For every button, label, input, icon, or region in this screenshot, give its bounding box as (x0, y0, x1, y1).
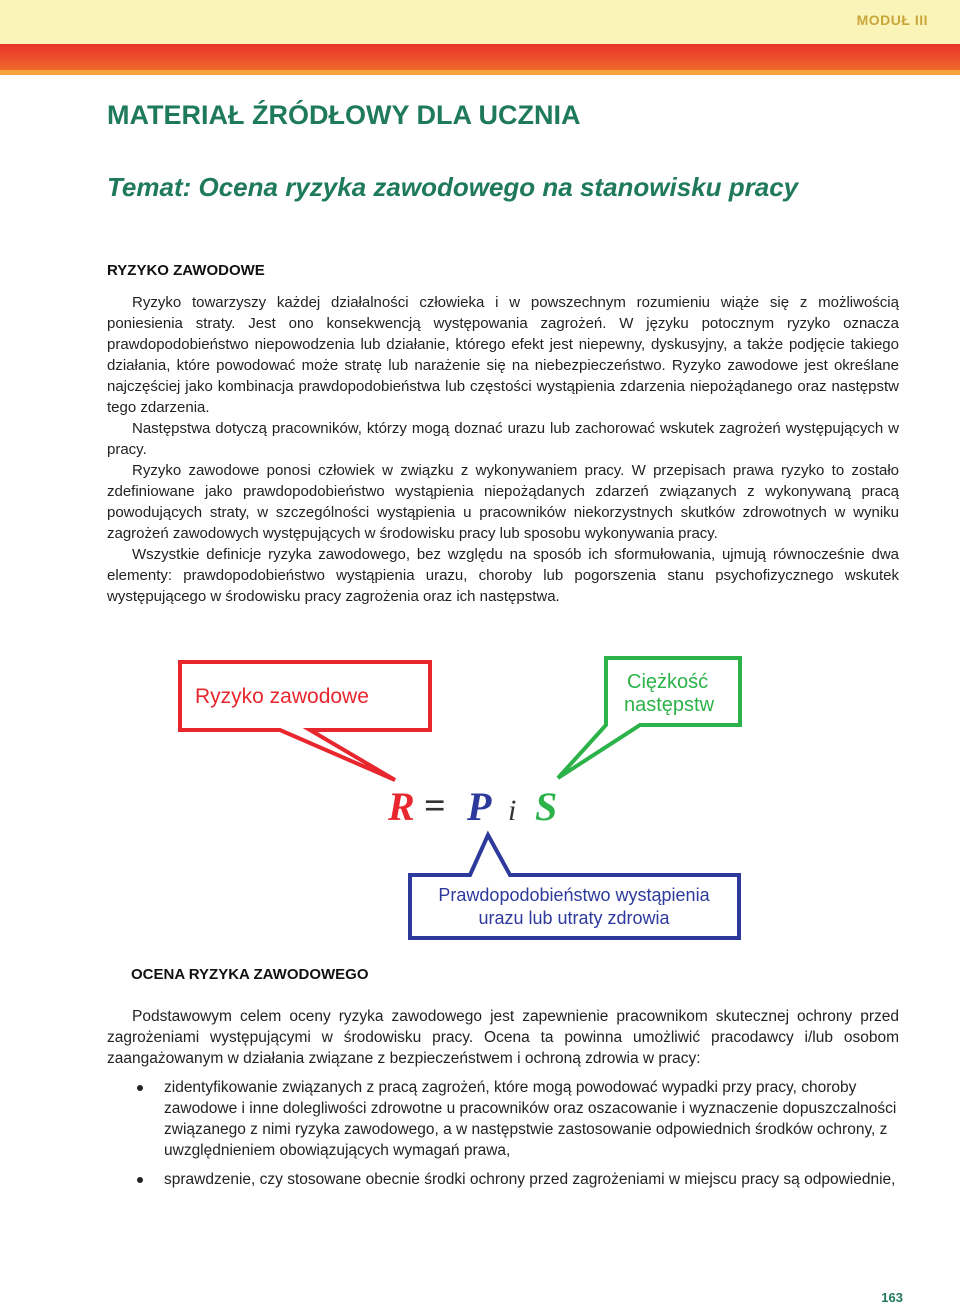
list-item (107, 1169, 907, 1190)
paragraph: Wszystkie definicje ryzyka zawodowego, bez względu na sposób ich sformułowania, ujmują równocześnie dwa elementy: prawdopodobieństwo wystąpienia urazu, choroby lub pogorszenia stanu psychofizycznego wskutek występującego w środowisku pracy zagrożenia oraz ich następstwa. (107, 546, 899, 605)
assessment-intro: Podstawowym celem oceny ryzyka zawodowego jest zapewnienie pracownikom skutecznej ochrony przed zagrożeniami występującymi w środowisku pracy. Ocena ta powinna umożliwić pracodawcy i/lub osobom zaangażowanym w działania związane z bezpieczeństwem i ochroną zdrowia w pracy: (107, 1008, 899, 1067)
assessment-list (107, 1077, 907, 1198)
severity-box-label-line1: Ciężkość (627, 671, 709, 693)
paragraph: Ryzyko towarzyszy każdej działalności człowieka i w powszechnym rozumieniu wiąże się z możliwością poniesienia straty. Jest ono konsekwencją występowania zagrożeń. W języku potocznym ryzyko oznacza prawdopodobieństwo niepowodzenia lub działanie, którego efekt jest niepewny, dyskusyjny, a także podjęcie takiego działania, które powodować może stratę lub narażenie się na niebezpieczeństwo. Ryzyko zawodowe jest określane najczęściej jako kombinacja prawdopodobieństwa lub częstości wystąpienia zdarzenia niepożądanego oraz następstw tego zdarzenia. (107, 294, 899, 416)
header-band (0, 0, 960, 44)
page-number: 163 (881, 1290, 903, 1305)
header-stripe (0, 44, 960, 70)
section-body-risk (107, 292, 899, 607)
risk-formula-diagram (170, 650, 770, 950)
paragraph: Ryzyko zawodowe ponosi człowiek w związku z wykonywaniem pracy. W przepisach prawa ryzyko to zostało zdefiniowane jako prawdopodobieństwo wystąpienia niepożądanych zdarzeń związanych z wykonywaną pracą powodujących straty, w szczególności wystąpienia u pracowników niekorzystnych skutków zdrowotnych w wyniku zagrożeń zawodowych występujących w środowisku pracy lub sposobu wykonywania pracy. (107, 462, 899, 542)
formula-i: i (508, 794, 517, 827)
formula-s: S (535, 784, 558, 829)
risk-box (180, 662, 430, 780)
probability-box-label-line2: urazu lub utraty zdrowia (478, 908, 670, 928)
module-label: MODUŁ III (856, 12, 928, 28)
section-heading-risk: RYZYKO ZAWODOWE (107, 262, 265, 279)
probability-box-label-line1: Prawdopodobieństwo wystąpienia (438, 885, 710, 905)
bullet-icon (137, 1177, 143, 1183)
header-stripe-accent (0, 70, 960, 75)
bullet-icon (137, 1085, 143, 1091)
formula-p: P (467, 784, 492, 829)
list-item-text: zidentyfikowanie związanych z pracą zagrożeń, które mogą powodować wypadki przy pracy, choroby zawodowe i inne dolegliwości zdrowotne u pracowników oraz oszacowanie i wyznaczenie dopuszczalności związanego z nimi ryzyka zawodowego, a w następstwie zastosowanie odpowiednich środków ochrony, z uwzględnieniem obowiązujących wymagań prawa, (164, 1079, 897, 1159)
paragraph: Następstwa dotyczą pracowników, którzy mogą doznać urazu lub zachorować wskutek zagrożeń występujących w pracy. (107, 420, 899, 458)
list-item (107, 1077, 907, 1161)
severity-box-label-line2: następstw (624, 694, 715, 716)
list-item-text: sprawdzenie, czy stosowane obecnie środki ochrony przed zagrożeniami w miejscu pracy są odpowiednie, (164, 1171, 896, 1188)
formula-equals: = (424, 785, 446, 827)
risk-box-label: Ryzyko zawodowe (195, 685, 369, 708)
page-title: MATERIAŁ ŹRÓDŁOWY DLA UCZNIA (107, 100, 581, 130)
section-heading-assessment: OCENA RYZYKA ZAWODOWEGO (131, 966, 369, 983)
page-subtitle: Temat: Ocena ryzyka zawodowego na stanowisku pracy (107, 172, 799, 202)
formula-r: R (388, 784, 415, 829)
